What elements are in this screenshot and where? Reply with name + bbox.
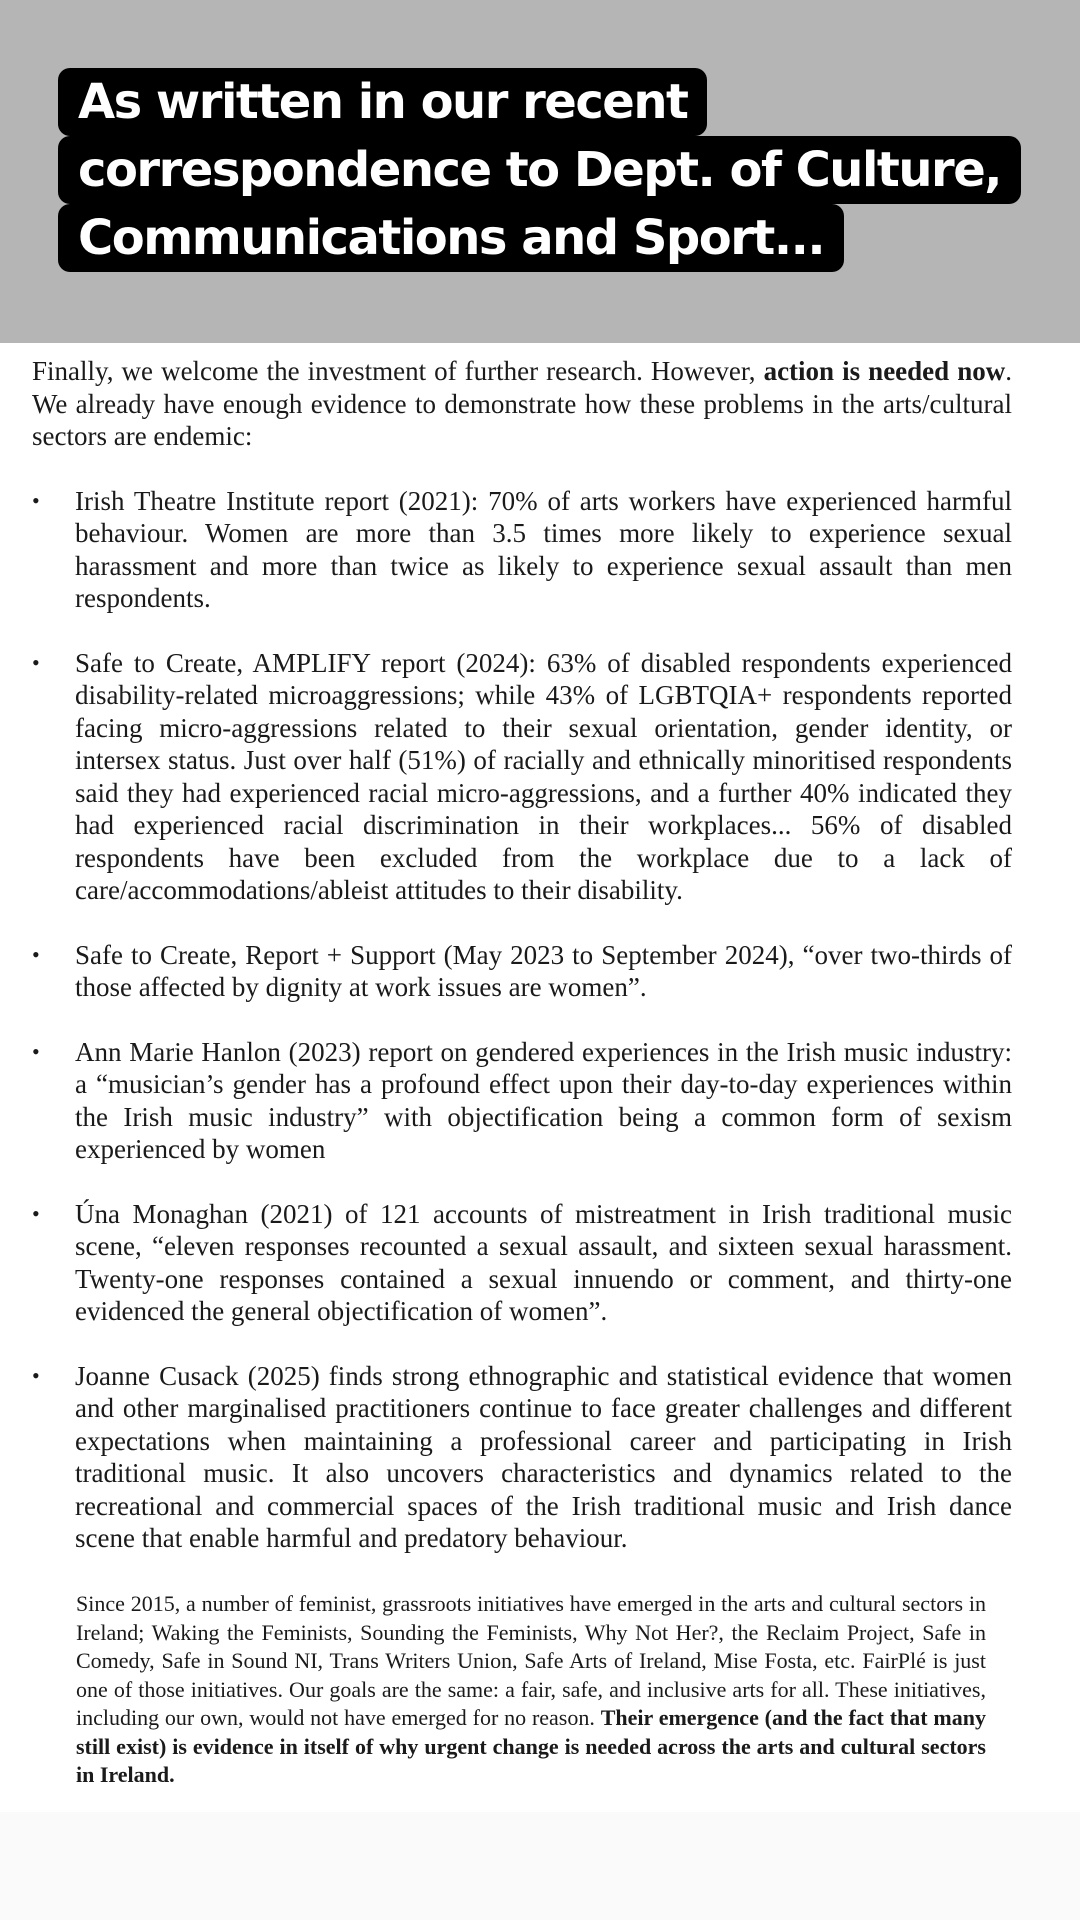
list-item [32, 1198, 1012, 1328]
bullet-icon: • [32, 941, 40, 967]
list-item-text: Úna Monaghan (2021) of 121 accounts of mistreatment in Irish traditional music scene, “eleven responses recounted a sexual assault, and sixteen sexual harassment. Twenty-one responses contained a sexual innuendo or comment, and thirty-one evidenced the general objectification of women”. [75, 1198, 1012, 1326]
list-item [32, 1360, 1012, 1555]
list-item [32, 647, 1012, 907]
footer-emphasis: Their emergence (and the fact that many still exist) is evidence in itself of why urgent change is needed across the arts and cultural sectors in Ireland. [76, 1705, 986, 1787]
intro-emphasis: action is needed now [763, 356, 1006, 386]
list-item [32, 1036, 1012, 1166]
intro-paragraph [32, 355, 1012, 453]
story-caption [58, 68, 1021, 272]
bottom-margin [0, 1812, 1080, 1920]
bullet-icon: • [32, 487, 40, 513]
list-item [32, 485, 1012, 615]
document-excerpt [32, 355, 1012, 1555]
list-item-text: Joanne Cusack (2025) finds strong ethnographic and statistical evidence that women and other marginalised practitioners continue to face greater challenges and different expectations when maintaining a professional career and participating in Irish traditional music. It also uncovers characteristics and dynamics related to the recreational and commercial spaces of the Irish traditional music and Irish dance scene that enable harmful and predatory behaviour. [75, 1360, 1012, 1553]
footer-text: Since 2015, a number of feminist, grassroots initiatives have emerged in the arts and cultural sectors in Ireland; Waking the Feminists, Sounding the Feminists, Why Not Her?, the Reclaim Project, Safe in Comedy, Safe in Sound NI, Trans Writers Union, Safe Arts of Ireland, Mise Fosta, etc. FairPlé is just one of those initiatives. Our goals are the same: a fair, safe, and inclusive arts for all. These initiatives, including our own, would not have emerged for no reason. [76, 1591, 986, 1730]
caption-line-3: Communications and Sport... [58, 204, 844, 272]
caption-line-2: correspondence to Dept. of Culture, [58, 136, 1021, 204]
list-item-text: Ann Marie Hanlon (2023) report on gendered experiences in the Irish music industry: a “musician’s gender has a profound effect upon their day-to-day experiences within the Irish music industry” with objectification being a common form of sexism experienced by women [75, 1036, 1012, 1164]
footer-paragraph [76, 1590, 986, 1790]
list-item-text: Irish Theatre Institute report (2021): 70% of arts workers have experienced harmful behaviour. Women are more than 3.5 times more likely to experience sexual harassment and more than twice as likely to experience sexual assault than men respondents. [75, 485, 1012, 613]
list-item-text: Safe to Create, AMPLIFY report (2024): 63% of disabled respondents experienced disability-related microaggressions; while 43% of LGBTQIA+ respondents reported facing micro-aggressions related to their sexual orientation, gender identity, or intersex status. Just over half (51%) of racially and ethnically minoritised respondents said they had experienced racial micro-aggressions, and a further 40% indicated they had experienced racial discrimination in their workplaces... 56% of disabled respondents have been excluded from the workplace due to a lack of care/accommodations/ableist attitudes to their disability. [75, 647, 1012, 905]
evidence-list [32, 485, 1012, 1555]
intro-text-end: . We already have enough evidence to demonstrate how these problems in the arts/cultural sectors are endemic: [32, 356, 1012, 451]
bullet-icon: • [32, 1038, 40, 1064]
list-item-text: Safe to Create, Report + Support (May 2023 to September 2024), “over two-thirds of those affected by dignity at work issues are women”. [75, 939, 1012, 1002]
list-item [32, 939, 1012, 1004]
bullet-icon: • [32, 649, 40, 675]
intro-text: Finally, we welcome the investment of further research. However, [32, 356, 764, 386]
caption-line-1: As written in our recent [58, 68, 707, 136]
bullet-icon: • [32, 1362, 40, 1388]
bullet-icon: • [32, 1200, 40, 1226]
